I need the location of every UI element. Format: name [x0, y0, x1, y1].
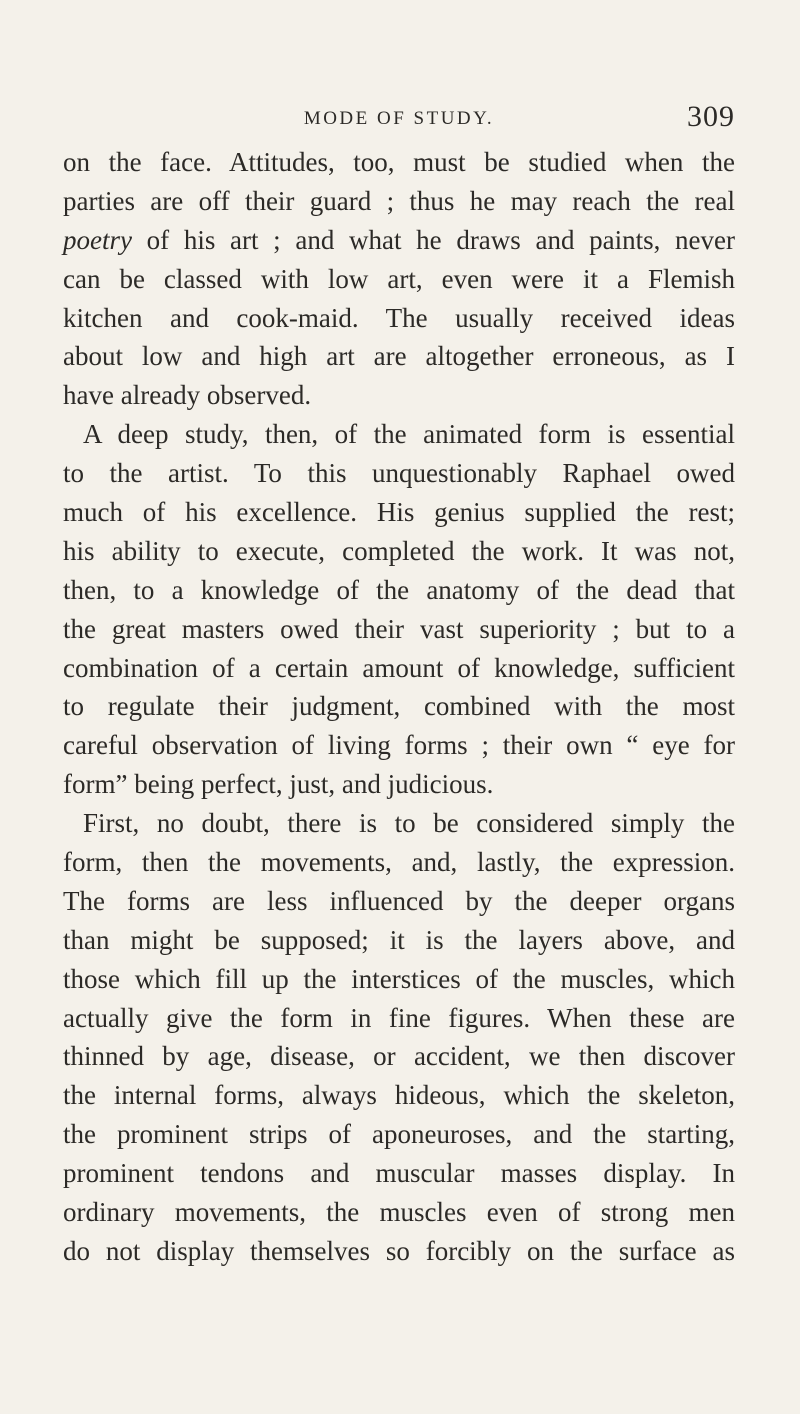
- text-line-2: parties are off their guard ; thus he may reach the real: [63, 185, 735, 216]
- text-line-14: combination of a certain amount of knowledge, sufficient: [63, 652, 735, 683]
- text-line-12: then, to a knowledge of the anatomy of the dead that: [63, 574, 735, 605]
- text-line-15: to regulate their judgment, combined with the most: [63, 691, 735, 722]
- text-line-3-rest: of his art ; and what he draws and paints, never: [146, 224, 736, 255]
- text-line-6: about low and high art are altogether erroneous, as I: [63, 341, 735, 372]
- text-line-19: form, then the movements, and, lastly, the expression.: [63, 847, 735, 878]
- text-line-1: on the face. Attitudes, too, must be studied when the: [63, 147, 735, 177]
- text-line-25: the internal forms, always hideous, which the skeleton,: [63, 1080, 735, 1111]
- running-head: [63, 100, 735, 138]
- text-line-28: ordinary movements, the muscles even of strong men: [63, 1197, 735, 1228]
- text-line-29: do not display themselves so forcibly on the surface as: [63, 1235, 735, 1266]
- text-line-26: the prominent strips of aponeuroses, and the starting,: [63, 1119, 735, 1150]
- text-line-27: prominent tendons and muscular masses display. In: [63, 1158, 735, 1189]
- body-text: [63, 143, 735, 1271]
- text-line-8: A deep study, then, of the animated form is essential: [83, 419, 735, 450]
- text-line-11: his ability to execute, completed the work. It was not,: [63, 535, 735, 566]
- text-line-17: form” being perfect, just, and judicious.: [63, 769, 494, 800]
- text-line-16: careful observation of living forms ; their own “ eye for: [63, 730, 735, 761]
- running-title: MODE OF STUDY.: [303, 108, 495, 129]
- text-line-7: have already observed.: [63, 380, 312, 411]
- text-line-5: kitchen and cook-maid. The usually received ideas: [63, 302, 735, 333]
- text-line-18: First, no doubt, there is to be considered simply the: [83, 808, 735, 839]
- page-number: 309: [687, 100, 735, 133]
- text-line-10: much of his excellence. His genius supplied the rest;: [63, 497, 735, 528]
- text-line-13: the great masters owed their vast superiority ; but to a: [63, 613, 735, 644]
- text-line-4: can be classed with low art, even were it a Flemish: [63, 263, 735, 294]
- text-line-20: The forms are less influenced by the deeper organs: [63, 885, 735, 916]
- text-line-3: [63, 221, 735, 260]
- text-line-21: than might be supposed; it is the layers above, and: [63, 924, 735, 955]
- text-line-24: thinned by age, disease, or accident, we then discover: [63, 1041, 735, 1072]
- italic-word: poetry: [63, 224, 132, 255]
- text-line-23: actually give the form in fine figures. When these are: [63, 1002, 735, 1033]
- text-line-22: those which fill up the interstices of the muscles, which: [63, 963, 735, 994]
- text-line-9: to the artist. To this unquestionably Raphael owed: [63, 458, 735, 489]
